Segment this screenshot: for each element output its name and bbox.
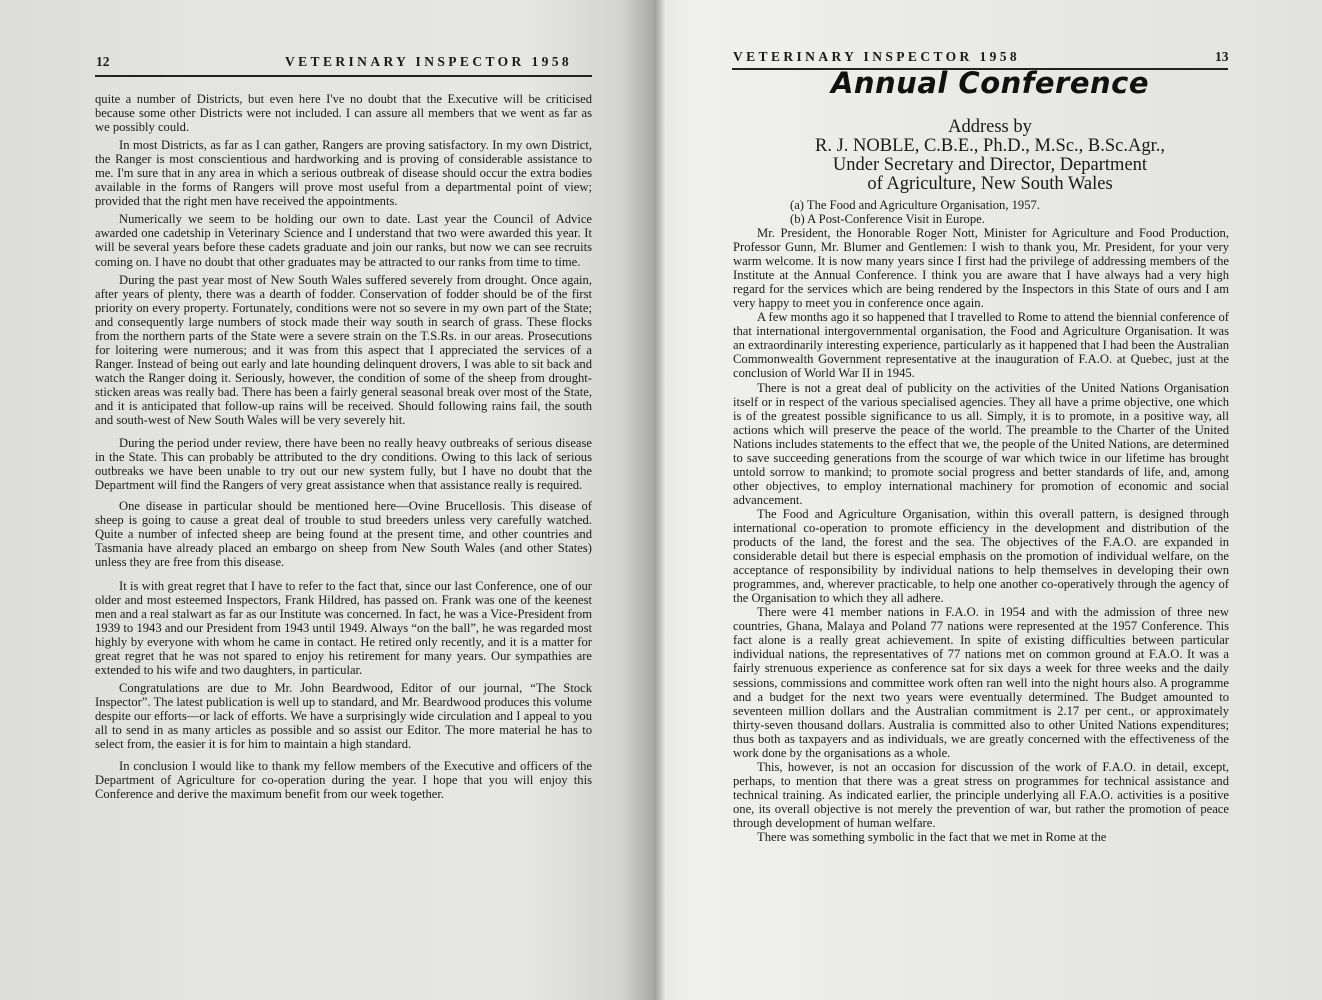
right-page-body: [733, 226, 1229, 844]
paragraph: Congratulations are due to Mr. John Beardwood, Editor of our journal, “The Stock Inspector”. The latest publication is well up to standard, and Mr. Beardwood produces this volume despite our efforts—or lack of efforts. We have a surprisingly wide circulation and I appeal to you all to send in as many articles as possible and so assist our Editor. The more material he has to select from, the easier it is for him to maintain a high standard.: [95, 680, 592, 752]
page-number-right: 13: [1215, 49, 1229, 64]
running-head-left: VETERINARY INSPECTOR 1958: [285, 54, 573, 69]
paragraph: Numerically we seem to be holding our own to date. Last year the Council of Advice awarded one cadetship in Veterinary Science and I understand that two were awarded this year. It will be several years before these cadets graduate and join our ranks, but now we can see recruits coming on. I have no doubt that other graduates may be attracted to our ranks from time to time.: [95, 212, 592, 269]
paragraph: There were 41 member nations in F.A.O. in 1954 and with the admission of three new countries, Ghana, Malaya and Poland 77 nations were represented at the 1957 Conference. This fact alone is a really great achievement. In spite of existing difficulties between particular individual nations, the representatives of 77 nations met on common ground at F.A.O. It was a fairly strenuous experience as conference sat for six days a week for three weeks and the daily sessions, commissions and committee work often ran well into the night hours also. A programme and a budget for the next two years were eventually determined. The Budget amounted to seventeen million dollars and the Australian commitment is 2.17 per cent., or approximately thirty-seven thousand dollars. Australia is committed also to other United Nations expenditures; thus both as taxpayers and as individuals, we are greatly concerned with the effectiveness of the work done by the organisations as a whole.: [733, 605, 1229, 760]
header-rule-left: [95, 75, 592, 77]
paragraph: In most Districts, as far as I can gather, Rangers are proving satisfactory. In my own District, the Ranger is most conscientious and hardworking and is proving of considerable assistance to me. I'm sure that in any area in which a serious outbreak of disease should occur the extra bodies available in the forms of Rangers will prove most useful from a departmental point of view; provided that the right men have received the appointments.: [95, 138, 592, 209]
paragraph: Mr. President, the Honorable Roger Nott, Minister for Agriculture and Food Production, Professor Gunn, Mr. Blumer and Gentlemen: I wish to thank you, Mr. President, for your very warm welcome. It is now many years since I first had the privilege of addressing members of the Institute at the Annual Conference. I think you are aware that I have always had a very high regard for the services which are being rendered by the Inspectors in this State of ours and I am very happy to meet you in conference once again.: [733, 226, 1229, 311]
page-number-left: 12: [96, 54, 110, 69]
subtitle-author: R. J. NOBLE, C.B.E., Ph.D., M.Sc., B.Sc.Agr.,: [815, 136, 1165, 156]
paragraph: In conclusion I would like to thank my fellow members of the Executive and officers of the Department of Agriculture for co-operation during the year. I hope that you will enjoy this Conference and derive the maximum benefit from our week together.: [95, 759, 592, 802]
paragraph: This, however, is not an occasion for discussion of the work of F.A.O. in detail, except, perhaps, to mention that there was a great stress on programmes for technical assistance and technical training. As indicated earlier, the principle underlying all F.A.O. activities is a positive one, its overall objective is not merely the prevention of war, but rather the promotion of peace through development of human welfare.: [733, 759, 1229, 830]
topic-b: (b) A Post-Conference Visit in Europe.: [790, 212, 985, 226]
paragraph: A few months ago it so happened that I travelled to Rome to attend the biennial conference of that international intergovernmental organisation, the Food and Agriculture Organisation. It was an extraordinarily interesting experience, particularly as it happened that I had been the Australian Commonwealth Government representative at the inauguration of F.A.O. at Quebec, just at the conclusion of World War II in 1945.: [733, 310, 1229, 381]
paragraph: During the period under review, there have been no really heavy outbreaks of serious disease in the State. This can probably be attributed to the dry conditions. Owing to this lack of serious outbreaks we have been unable to try out our new system fully, but I have no doubt that the Department will find the Rangers of very great assistance when that assistance really is required.: [95, 436, 592, 493]
book-gutter: [654, 0, 666, 1000]
paragraph: It is with great regret that I have to refer to the fact that, since our last Conference, one of our older and most esteemed Inspectors, Frank Hildred, has passed on. Frank was one of the keenest men and a real stalwart as far as our Institute was concerned. In fact, he was a Vice-President from 1939 to 1943 and our President from 1943 until 1949. Always “on the ball”, he was regarded most highly by everyone with whom he came in contact. He retired only recently, and it is a matter for great regret that he was not spared to enjoy his retirement for many years. Our sympathies are extended to his wife and two daughters, in particular.: [95, 578, 592, 677]
topic-a: (a) The Food and Agriculture Organisation, 1957.: [790, 198, 1040, 212]
paragraph: There is not a great deal of publicity on the activities of the United Nations Organisation itself or in respect of the various specialised agencies. They all have a prime objective, one which is of the greatest possible significance to us all. Simply, it is to promote, in a positive way, all actions which will preserve the peace of the world. The preamble to the Charter of the United Nations includes statements to the effect that we, the people of the United Nations, are determined to save succeeding generations from the scourge of war which twice in our lifetime has brought untold sorrow to mankind; to promote social progress and better standards of life, and, among other objectives, to employ international machinery for promotion of economic and social advancement.: [733, 380, 1229, 507]
left-page-body: [95, 92, 592, 805]
paragraph: The Food and Agriculture Organisation, within this overall pattern, is designed through international co-operation to promote efficiency in the development and distribution of the products of the land, the forest and the sea. The objectives of the F.A.O. are expanded in considerable detail but there is especial emphasis on the promotion of individual welfare, on the acceptance of responsibility by individual nations to help themselves in developing their own programmes, and, wherever practicable, to help one another co-operatively through the agency of the Organisation to which they all adhere.: [733, 506, 1229, 606]
paragraph: During the past year most of New South Wales suffered severely from drought. Once again, after years of plenty, there was a dearth of fodder. Conservation of fodder should be of the first priority on every property. Fortunately, conditions were not so severe in my own part of the State; and consequently large numbers of stock made their way south in search of grass. These flocks from the northern parts of the State were a severe strain on the T.S.Rs. in our areas. Prosecutions for loitering were numerous; and it was from this aspect that I appreciated the services of a Ranger. Instead of being out early and late hounding delinquent drovers, I was able to sit back and watch the Ranger doing it. Seriously, however, the condition of some of the sheep from drought-sticken areas was really bad. There has been a fairly general seasonal break over most of the State, and it is anticipated that follow-up rains will be received. Should following rains fail, the south and south-west of New South Wales will be very severely hit.: [95, 272, 592, 428]
subtitle-department: of Agriculture, New South Wales: [867, 174, 1113, 194]
paragraph: quite a number of Districts, but even here I've no doubt that the Executive will be criticised because some other Districts were not included. I can assure all members that we went as far as we possibly could.: [95, 92, 592, 135]
paragraph: There was something symbolic in the fact that we met in Rome at the: [757, 830, 1107, 845]
paragraph: One disease in particular should be mentioned here—Ovine Brucellosis. This disease of sheep is going to cause a great deal of trouble to stud breeders unless very carefully watched. Quite a number of infected sheep are being found at the present time, and other countries and Tasmania have already placed an embargo on sheep from New South Wales (and other States) unless they are free from this disease.: [95, 499, 592, 570]
running-head-right: VETERINARY INSPECTOR 1958: [733, 49, 1021, 64]
subtitle-address-by: Address by: [948, 117, 1032, 137]
subtitle-position: Under Secretary and Director, Department: [832, 155, 1148, 175]
article-title: Annual Conference: [830, 66, 1150, 100]
